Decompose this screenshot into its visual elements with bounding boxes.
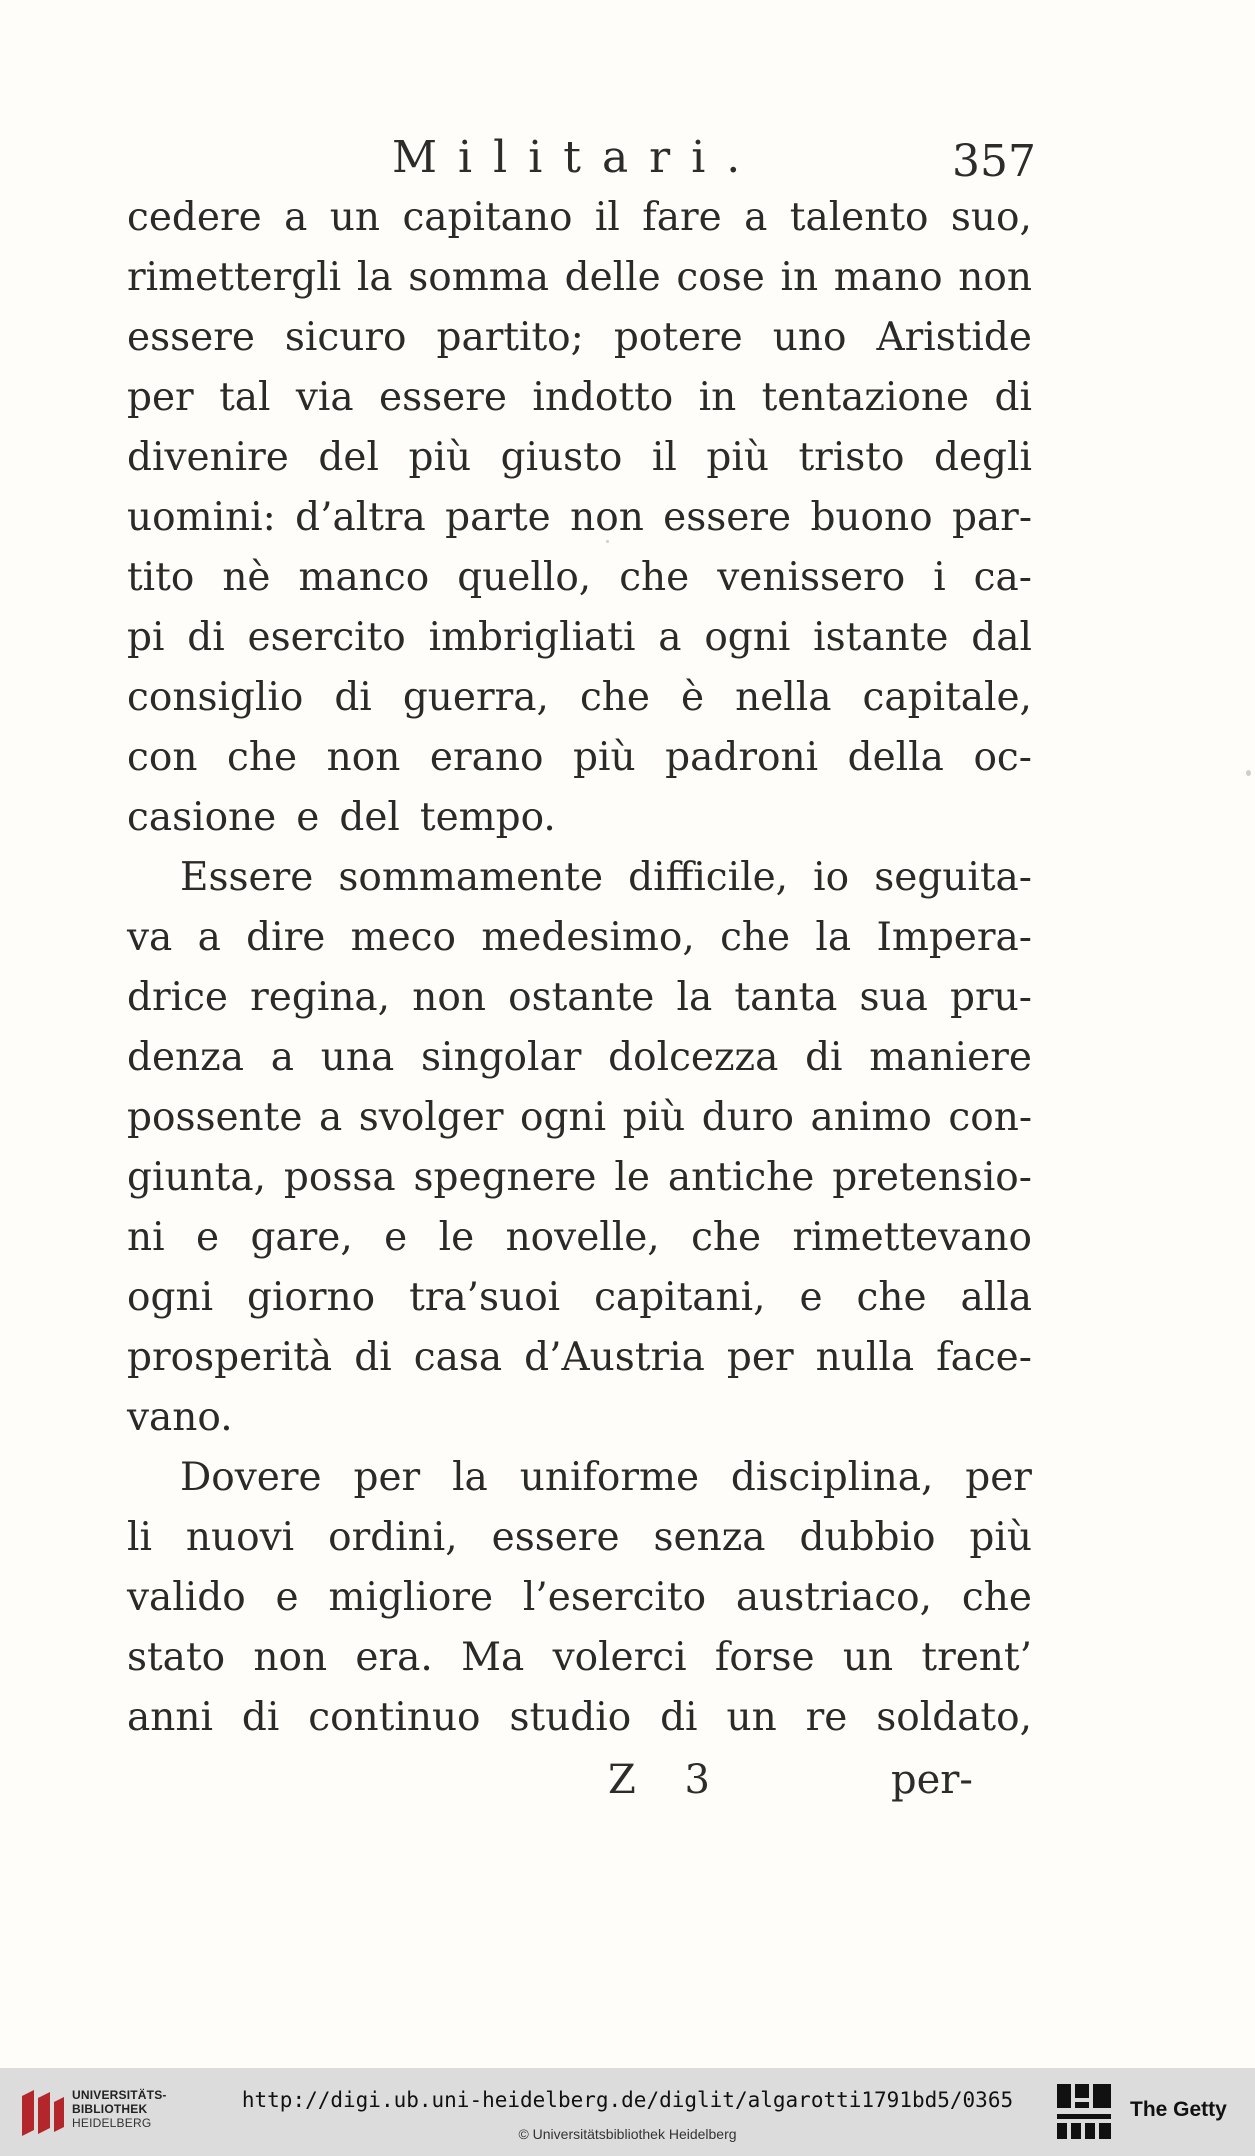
getty-logo-icon [1055, 2082, 1113, 2142]
word: più [622, 1095, 686, 1140]
word: gare, [250, 1215, 353, 1260]
text-line [127, 968, 1032, 1028]
text-line [127, 728, 1032, 788]
word: vano. [127, 1395, 233, 1440]
word: del [339, 795, 400, 840]
word: alla [960, 1275, 1032, 1320]
word: tentazione [761, 375, 970, 420]
word: indotto [532, 375, 674, 420]
word: la [452, 1455, 488, 1500]
library-name-line-2: BIBLIOTHEK [72, 2102, 148, 2116]
text-line [127, 1388, 1032, 1448]
copyright-notice: © Universitätsbibliothek Heidelberg [518, 2126, 737, 2142]
word: tal [219, 375, 271, 420]
word: a [658, 615, 682, 660]
word: nuovi [185, 1515, 295, 1560]
word: a [284, 195, 308, 240]
word: partito; [436, 315, 584, 360]
text-line [127, 1688, 1032, 1748]
word: possa [283, 1155, 396, 1200]
signature-mark: Z 3 [608, 1757, 728, 1803]
word: una [320, 1035, 395, 1080]
word: giusto [500, 435, 623, 480]
word: le [438, 1215, 475, 1260]
word: più [573, 735, 636, 780]
text-line [127, 308, 1032, 368]
word: nè [222, 555, 271, 600]
word: con- [948, 1095, 1032, 1140]
word: più [706, 435, 769, 480]
text-line [127, 1208, 1032, 1268]
word: seguita- [874, 855, 1032, 900]
word: tito [127, 555, 195, 600]
word: la [676, 975, 713, 1020]
word: della [847, 735, 944, 780]
word: capitano [402, 195, 573, 240]
word: che [579, 675, 650, 720]
text-line [127, 1448, 1032, 1508]
word: drice [127, 975, 229, 1020]
word: di [994, 375, 1032, 420]
word: anni [127, 1695, 213, 1740]
word: novelle, [505, 1215, 660, 1260]
paper-speck [606, 540, 609, 543]
word: in [698, 375, 737, 420]
word: austriaco, [735, 1575, 933, 1620]
word: erano [429, 735, 544, 780]
word: ordini, [328, 1515, 458, 1560]
word: valido [127, 1575, 246, 1620]
text-line [127, 608, 1032, 668]
word: dolcezza [608, 1035, 779, 1080]
text-line [127, 668, 1032, 728]
word: difficile, [628, 855, 789, 900]
word: di [354, 1335, 392, 1380]
word: il [594, 195, 620, 240]
word: essere [663, 495, 792, 540]
word: manco [298, 555, 430, 600]
text-line [127, 248, 1032, 308]
word: via [295, 375, 354, 420]
word: sommamente [338, 855, 604, 900]
word: antiche [667, 1155, 815, 1200]
text-line [127, 368, 1032, 428]
word: esercito [247, 615, 406, 660]
word: cedere [127, 195, 262, 240]
word: ogni [520, 1095, 607, 1140]
word: suo, [950, 195, 1032, 240]
word: guerra, [402, 675, 549, 720]
word: tempo. [419, 795, 556, 840]
word: dubbio [799, 1515, 936, 1560]
word: padroni [665, 735, 819, 780]
word: ni [127, 1215, 165, 1260]
text-line [127, 548, 1032, 608]
word: casione [127, 795, 277, 840]
word: regina, [250, 975, 391, 1020]
word: somma [408, 255, 549, 300]
word: l’esercito [522, 1575, 707, 1620]
word: re [805, 1695, 848, 1740]
word: trent’ [921, 1635, 1032, 1680]
word: di [805, 1035, 843, 1080]
word: giunta, [127, 1155, 266, 1200]
word: non [958, 255, 1032, 300]
word: istante [813, 615, 949, 660]
word: svolger [358, 1095, 504, 1140]
word: dal [971, 615, 1032, 660]
word: face- [936, 1335, 1032, 1380]
word: duro [701, 1095, 794, 1140]
word: oc- [973, 735, 1032, 780]
word: volerci [552, 1635, 687, 1680]
word: meco [350, 915, 457, 960]
word: di [660, 1695, 698, 1740]
word: per [726, 1335, 794, 1380]
word: io [813, 855, 850, 900]
word: a [318, 1095, 343, 1140]
word: li [127, 1515, 152, 1560]
word: rimettevano [792, 1215, 1032, 1260]
word: un [726, 1695, 777, 1740]
word: spegnere [413, 1155, 597, 1200]
word: maniere [869, 1035, 1032, 1080]
word: divenire [127, 435, 289, 480]
word: ostante [508, 975, 655, 1020]
text-line [127, 428, 1032, 488]
catchword: per- [891, 1757, 973, 1803]
word: tra’suoi [409, 1275, 561, 1320]
text-line [127, 1148, 1032, 1208]
text-line [127, 1028, 1032, 1088]
word: per [127, 375, 194, 420]
word: Impera- [876, 915, 1032, 960]
page-foot [0, 1757, 1255, 1817]
word: le [614, 1155, 650, 1200]
word: medesimo, [481, 915, 695, 960]
word: venissero [717, 555, 906, 600]
word: quello, [457, 555, 592, 600]
word: essere [379, 375, 507, 420]
word: capitani, [594, 1275, 766, 1320]
word: uno [772, 315, 847, 360]
word: d’Austria [524, 1335, 705, 1380]
word: mano [833, 255, 943, 300]
word: casa [413, 1335, 503, 1380]
text-line [127, 1088, 1032, 1148]
text-line [127, 488, 1032, 548]
word: nulla [815, 1335, 915, 1380]
word: soldato, [876, 1695, 1032, 1740]
word: tanta [734, 975, 838, 1020]
word: pru- [950, 975, 1032, 1020]
library-name-line-3: HEIDELBERG [72, 2116, 152, 2130]
text-line [127, 188, 1032, 248]
word: cose [676, 255, 765, 300]
word: essere [491, 1515, 620, 1560]
word: un [842, 1635, 894, 1680]
word: Aristide [876, 315, 1032, 360]
word: giorno [246, 1275, 376, 1320]
word: a [744, 195, 768, 240]
word: degli [934, 435, 1032, 480]
word: imbrigliati [428, 615, 636, 660]
word: Essere [180, 855, 314, 900]
word: non [570, 495, 644, 540]
word: denza [127, 1035, 244, 1080]
body-text [127, 188, 1032, 1748]
word: senza [653, 1515, 766, 1560]
word: d’altra [295, 495, 426, 540]
footer-bar [0, 2068, 1255, 2156]
word: dire [246, 915, 326, 960]
word: che [227, 735, 298, 780]
running-head [0, 132, 1255, 192]
word: par- [951, 495, 1032, 540]
text-line [127, 788, 1032, 848]
word: disciplina, [730, 1455, 934, 1500]
word: più [408, 435, 472, 480]
word: e [799, 1275, 823, 1320]
word: possente [127, 1095, 303, 1140]
word: pi [127, 615, 165, 660]
word: ogni [704, 615, 791, 660]
word: migliore [328, 1575, 494, 1620]
word: che [856, 1275, 927, 1320]
word: che [619, 555, 690, 600]
word: che [720, 915, 791, 960]
word: talento [789, 195, 929, 240]
word: ca- [973, 555, 1032, 600]
text-line [127, 1628, 1032, 1688]
word: buono [810, 495, 933, 540]
word: essere [127, 315, 255, 360]
word: non [253, 1635, 328, 1680]
word: Ma [461, 1635, 525, 1680]
text-line [127, 1268, 1032, 1328]
word: non [412, 975, 486, 1020]
library-name-line-1: UNIVERSITÄTS- [72, 2088, 167, 2102]
word: rimettergli [127, 255, 342, 300]
word: forse [714, 1635, 815, 1680]
word: la [356, 255, 393, 300]
section-title: Militari. [392, 132, 762, 183]
word: la [815, 915, 852, 960]
paper-speck [1246, 770, 1251, 776]
word: era. [355, 1635, 433, 1680]
word: a [197, 915, 221, 960]
permalink-url[interactable]: http://digi.ub.uni-heidelberg.de/diglit/algarotti1791bd5/0365 [241, 2088, 1014, 2112]
word: tristo [798, 435, 905, 480]
word: a [270, 1035, 294, 1080]
text-line [127, 1508, 1032, 1568]
word: che [691, 1215, 762, 1260]
word: fare [642, 195, 722, 240]
word: parte [445, 495, 551, 540]
page-number: 357 [952, 136, 1036, 187]
word: continuo [308, 1695, 481, 1740]
word: di [334, 675, 372, 720]
word: pretensio- [832, 1155, 1032, 1200]
word: per [965, 1455, 1032, 1500]
word: di [241, 1695, 280, 1740]
word: studio [509, 1695, 632, 1740]
word: Dovere [180, 1455, 322, 1500]
word: uomini: [127, 495, 276, 540]
word: che [961, 1575, 1032, 1620]
word: e [275, 1575, 299, 1620]
word: uniforme [519, 1455, 700, 1500]
word: va [127, 915, 173, 960]
word: delle [564, 255, 661, 300]
word: animo [810, 1095, 932, 1140]
word: il [651, 435, 677, 480]
word: in [780, 255, 819, 300]
word: potere [613, 315, 743, 360]
word: non [326, 735, 401, 780]
word: e [195, 1215, 220, 1260]
word: stato [127, 1635, 226, 1680]
word: per [353, 1455, 421, 1500]
word: i [933, 555, 946, 600]
word: più [969, 1515, 1032, 1560]
word: con [127, 735, 198, 780]
word: nella [735, 675, 832, 720]
text-line [127, 908, 1032, 968]
word: di [187, 615, 225, 660]
word: sua [859, 975, 928, 1020]
word: consiglio [127, 675, 304, 720]
text-line [127, 848, 1032, 908]
word: prosperità [127, 1335, 333, 1380]
text-line [127, 1568, 1032, 1628]
word: sicuro [284, 315, 407, 360]
text-line [127, 1328, 1032, 1388]
word: capitale, [862, 675, 1032, 720]
word: un [329, 195, 381, 240]
word: ogni [127, 1275, 214, 1320]
word: è [681, 675, 705, 720]
word: e [296, 795, 320, 840]
word: e [384, 1215, 408, 1260]
getty-name: The Getty [1130, 2098, 1227, 2121]
word: singolar [420, 1035, 582, 1080]
word: del [318, 435, 379, 480]
